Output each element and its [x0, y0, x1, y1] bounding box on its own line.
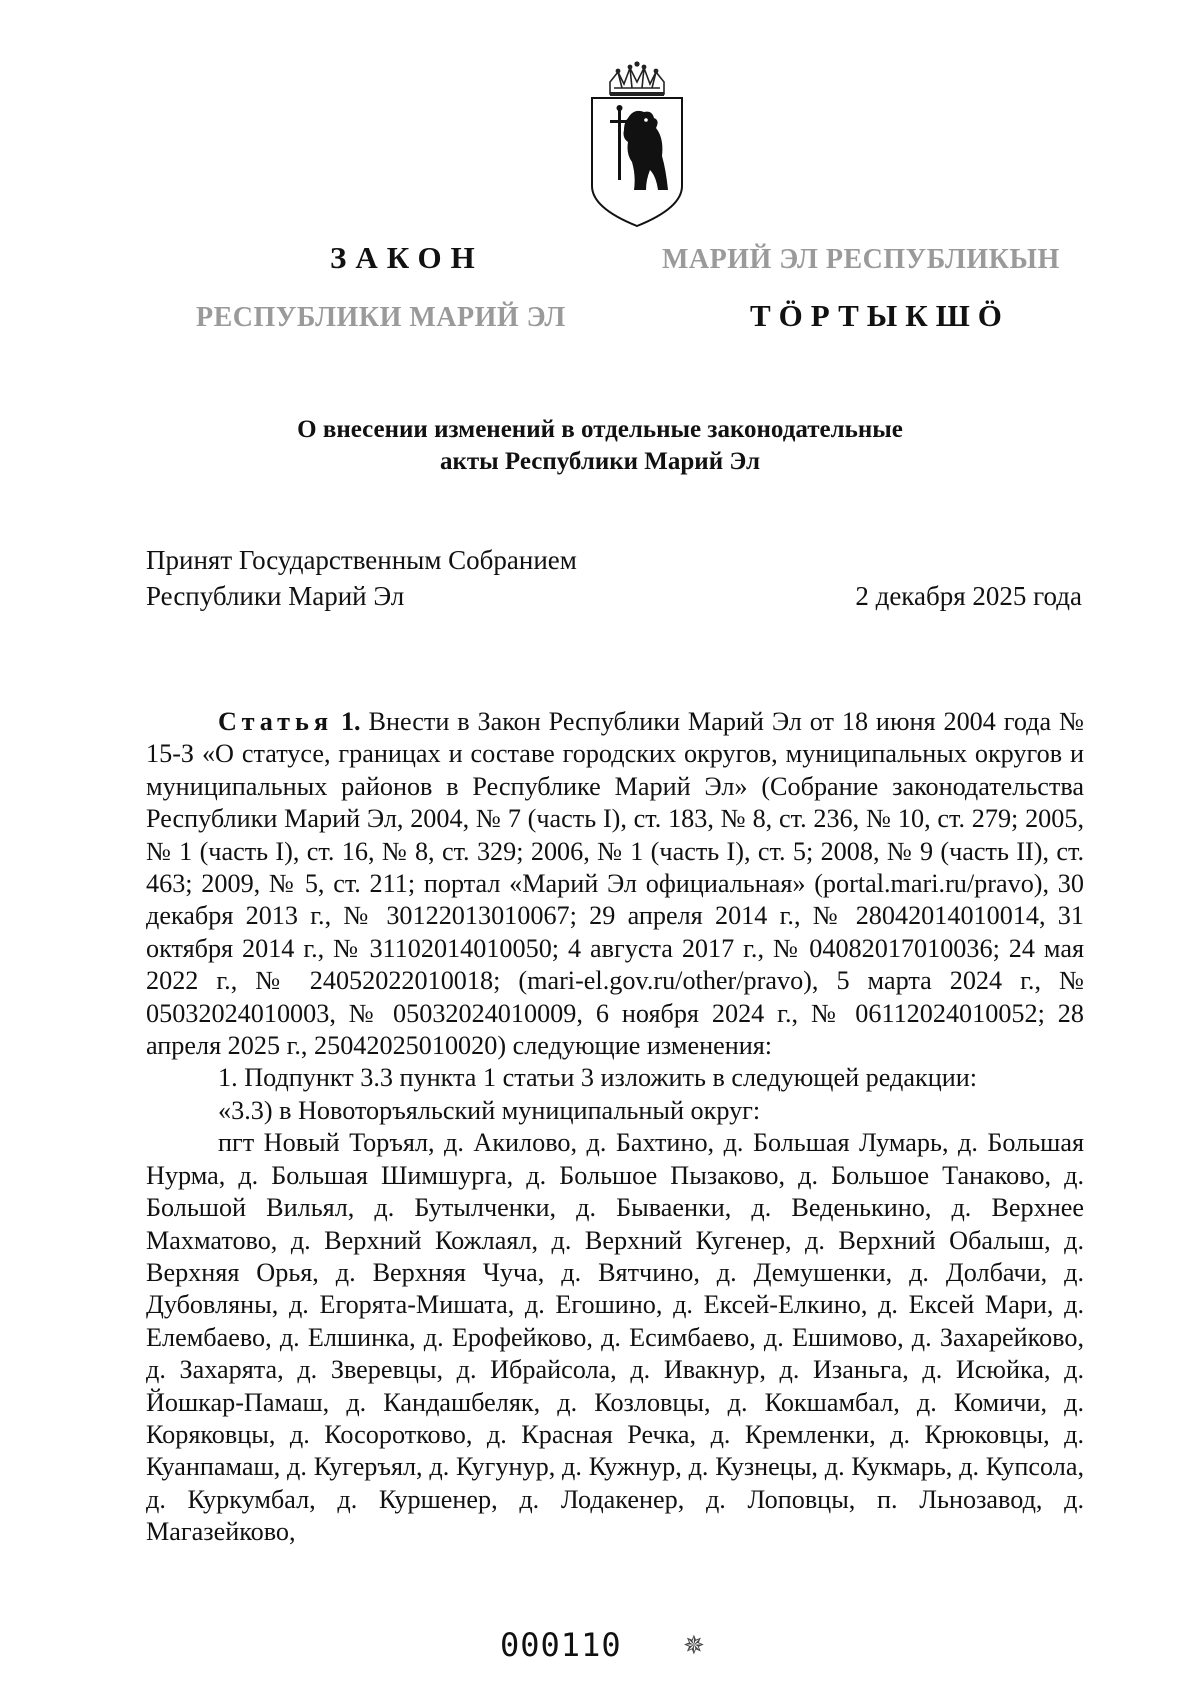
adoption-line2: Республики Марий Эл	[146, 581, 405, 611]
republic-name-ru: РЕСПУБЛИКИ МАРИЙ ЭЛ	[196, 302, 566, 333]
law-title-ru: ЗАКОН	[330, 240, 484, 275]
article-1-text: Внести в Закон Республики Марий Эл от 18 июня 2004 года № 15-З «О статусе, границах и составе городских округов, муниципальных округов и муниципальных районов в Республике Марий Эл» (Собрание законодательства Республики Марий Эл, 2004, № 7 (часть I), ст. 183, № 8, ст. 236, № 10, ст. 279; 2005, № 1 (часть I), ст. 16, № 8, ст. 329; 2006, № 1 (часть I), ст. 5; 2008, № 9 (часть II), ст. 463; 2009, № 5, ст. 211; портал «Марий Эл официальная» (portal.mari.ru/pravo), 30 декабря 2013 г., № 30122013010067; 29 апреля 2014 г., № 28042014010014, 31 октября 2014 г., № 31102014010050; 4 августа 2017 г., № 04082017010036; 24 мая 2022 г., № 24052022010018; (mari-el.gov.ru/other/pravo), 5 марта 2024 г., № 05032024010003, № 05032024010009, 6 ноября 2024 г., № 06112024010052; 28 апреля 2025 г., 25042025010020) следующие изменения:	[146, 707, 1085, 1061]
asterisk-mark-icon: ✵	[683, 1631, 705, 1660]
settlements-list: пгт Новый Торъял, д. Акилово, д. Бахтино, д. Большая Лумарь, д. Большая Нурма, д. Большая Шимшурга, д. Большое Пызаково, д. Большое Танаково, д. Большой Вильял, д. Бутылченки, д. Бываенки, д. Веденькино, д. Верхнее Махматово, д. Верхний Кожлаял, д. Верхний Кугенер, д. Верхний Обалыш, д. Верхняя Орья, д. Верхняя Чуча, д. Вятчино, д. Демушенки, д. Долбачи, д. Дубовляны, д. Егорята-Мишата, д. Егошино, д. Ексей-Елкино, д. Ексей Мари, д. Елембаево, д. Елшинка, д. Ерофейково, д. Есимбаево, д. Ешимово, д. Захарейково, д. Захарята, д. Зверевцы, д. Ибрайсола, д. Ивакнур, д. Изаньга, д. Исюйка, д. Йошкар-Памаш, д. Кандашбеляк, д. Козловцы, д. Кокшамбал, д. Комичи, д. Коряковцы, д. Косоротково, д. Красная Речка, д. Кремленки, д. Крюковцы, д. Куанпамаш, д. Кугеръял, д. Кугунур, д. Кужнур, д. Кузнецы, д. Кукмарь, д. Купсола, д. Куркумбал, д. Куршенер, д. Лодакенер, д. Лоповцы, п. Льнозавод, д. Магазейково,	[146, 1128, 1084, 1547]
article-1-subitem: «3.3) в Новоторъяльский муниципальный округ:	[218, 1095, 761, 1125]
coat-of-arms-emblem	[588, 58, 686, 228]
adoption-line1: Принят Государственным Собранием	[146, 545, 577, 575]
article-1-item-1: 1. Подпункт 3.3 пункта 1 статьи 3 изложить в следующей редакции:	[218, 1063, 978, 1093]
article-label: Статья	[218, 707, 334, 736]
serial-number: 000110	[500, 1626, 622, 1664]
adoption-date: 2 декабря 2025 года	[855, 581, 1082, 611]
law-title-mari: ТӦРТЫКШӦ	[750, 298, 1010, 333]
document-title	[150, 414, 1050, 478]
adoption-statement	[146, 542, 577, 614]
republic-name-mari: МАРИЙ ЭЛ РЕСПУБЛИКЫН	[662, 244, 1060, 275]
article-1-paragraph	[146, 706, 1084, 1062]
article-number: 1.	[340, 707, 361, 736]
document-title-line1: О внесении изменений в отдельные законодательные	[297, 416, 903, 443]
document-body	[146, 706, 1084, 1549]
document-title-line2: акты Республики Марий Эл	[439, 448, 761, 475]
